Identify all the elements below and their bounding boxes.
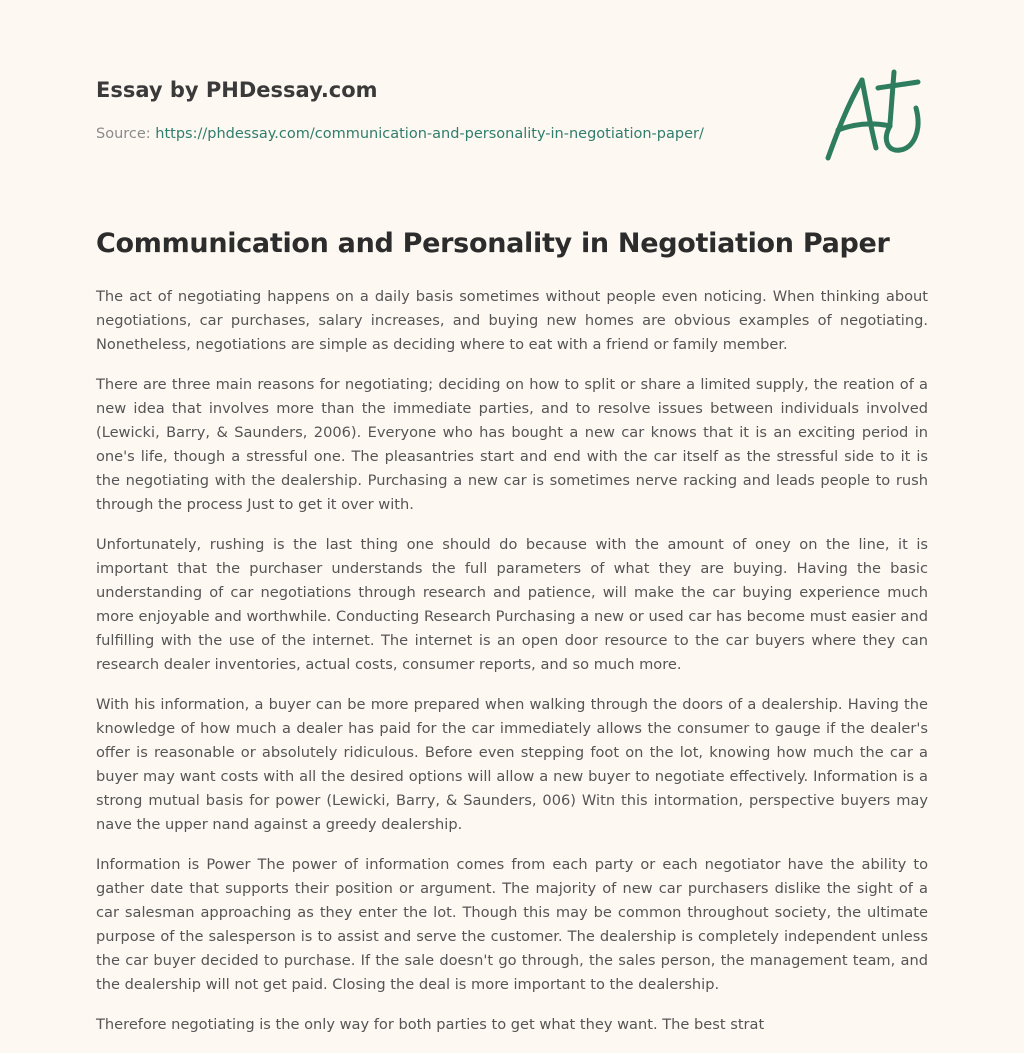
essay-header — [96, 76, 796, 144]
paragraph: The act of negotiating happens on a daily basis sometimes without people even noticing. When thinking about negotiations, car purchases, salary increases, and buying new homes are obvious examples of negotiating. Nonetheless, negotiations are simple as deciding where to eat with a friend or family member. — [96, 288, 928, 353]
paragraph: Therefore negotiating is the only way for both parties to get what they want. The best strat — [96, 1016, 765, 1033]
essay-body — [96, 285, 928, 1053]
source-label: Source: — [96, 126, 156, 142]
essay-title: Communication and Personality in Negotiation Paper — [96, 228, 890, 259]
a-plus-grade-icon — [818, 66, 930, 166]
paragraph: Unfortunately, rushing is the last thing one should do because with the amount of oney on the line, it is important that the purchaser understands the full parameters of what they are buying. Having the basic understanding of car negotiations through research and patience, will make the car buying experience much more enjoyable and worthwhile. Conducting Research Purchasing a new or used car has become must easier and fulfilling with the use of the internet. The internet is an open door resource to the car buyers where they can research dealer inventories, actual costs, consumer reports, and so much more. — [96, 536, 928, 673]
source-link[interactable]: https://phdessay.com/communication-and-personality-in-negotiation-paper/ — [155, 126, 704, 142]
source-line — [96, 124, 796, 144]
paragraph: There are three main reasons for negotiating; deciding on how to split or share a limited supply, the reation of a new idea that involves more than the immediate parties, and to resolve issues between individuals involved (Lewicki, Barry, & Saunders, 2006). Everyone who has bought a new car knows that it is an exciting period in one's life, though a stressful one. The pleasantries start and end with the car itself as the stressful side to it is the negotiating with the dealership. Purchasing a new car is sometimes nerve racking and leads people to rush through the process Just to get it over with. — [96, 376, 928, 513]
paragraph: Information is Power The power of information comes from each party or each negotiator have the ability to gather date that supports their position or argument. The majority of new car purchasers dislike the sight of a car salesman approaching as they enter the lot. Though this may be common throughout society, the ultimate purpose of the salesperson is to assist and serve the customer. The dealership is completely independent unless the car buyer decided to purchase. If the sale doesn't go through, the sales person, the management team, and the dealership will not get paid. Closing the deal is more important to the dealership. — [96, 856, 928, 993]
brand-title: Essay by PHDessay.com — [96, 78, 378, 102]
paragraph: With his information, a buyer can be more prepared when walking through the doors of a dealership. Having the knowledge of how much a dealer has paid for the car immediately allows the consumer to gauge if the dealer's offer is reasonable or absolutely ridiculous. Before even stepping foot on the lot, knowing how much the car a buyer may want costs with all the desired options will allow a new buyer to negotiate effectively. Information is a strong mutual basis for power (Lewicki, Barry, & Saunders, 006) Witn this intormation, perspective buyers may nave the upper nand against a greedy dealership. — [96, 696, 928, 833]
